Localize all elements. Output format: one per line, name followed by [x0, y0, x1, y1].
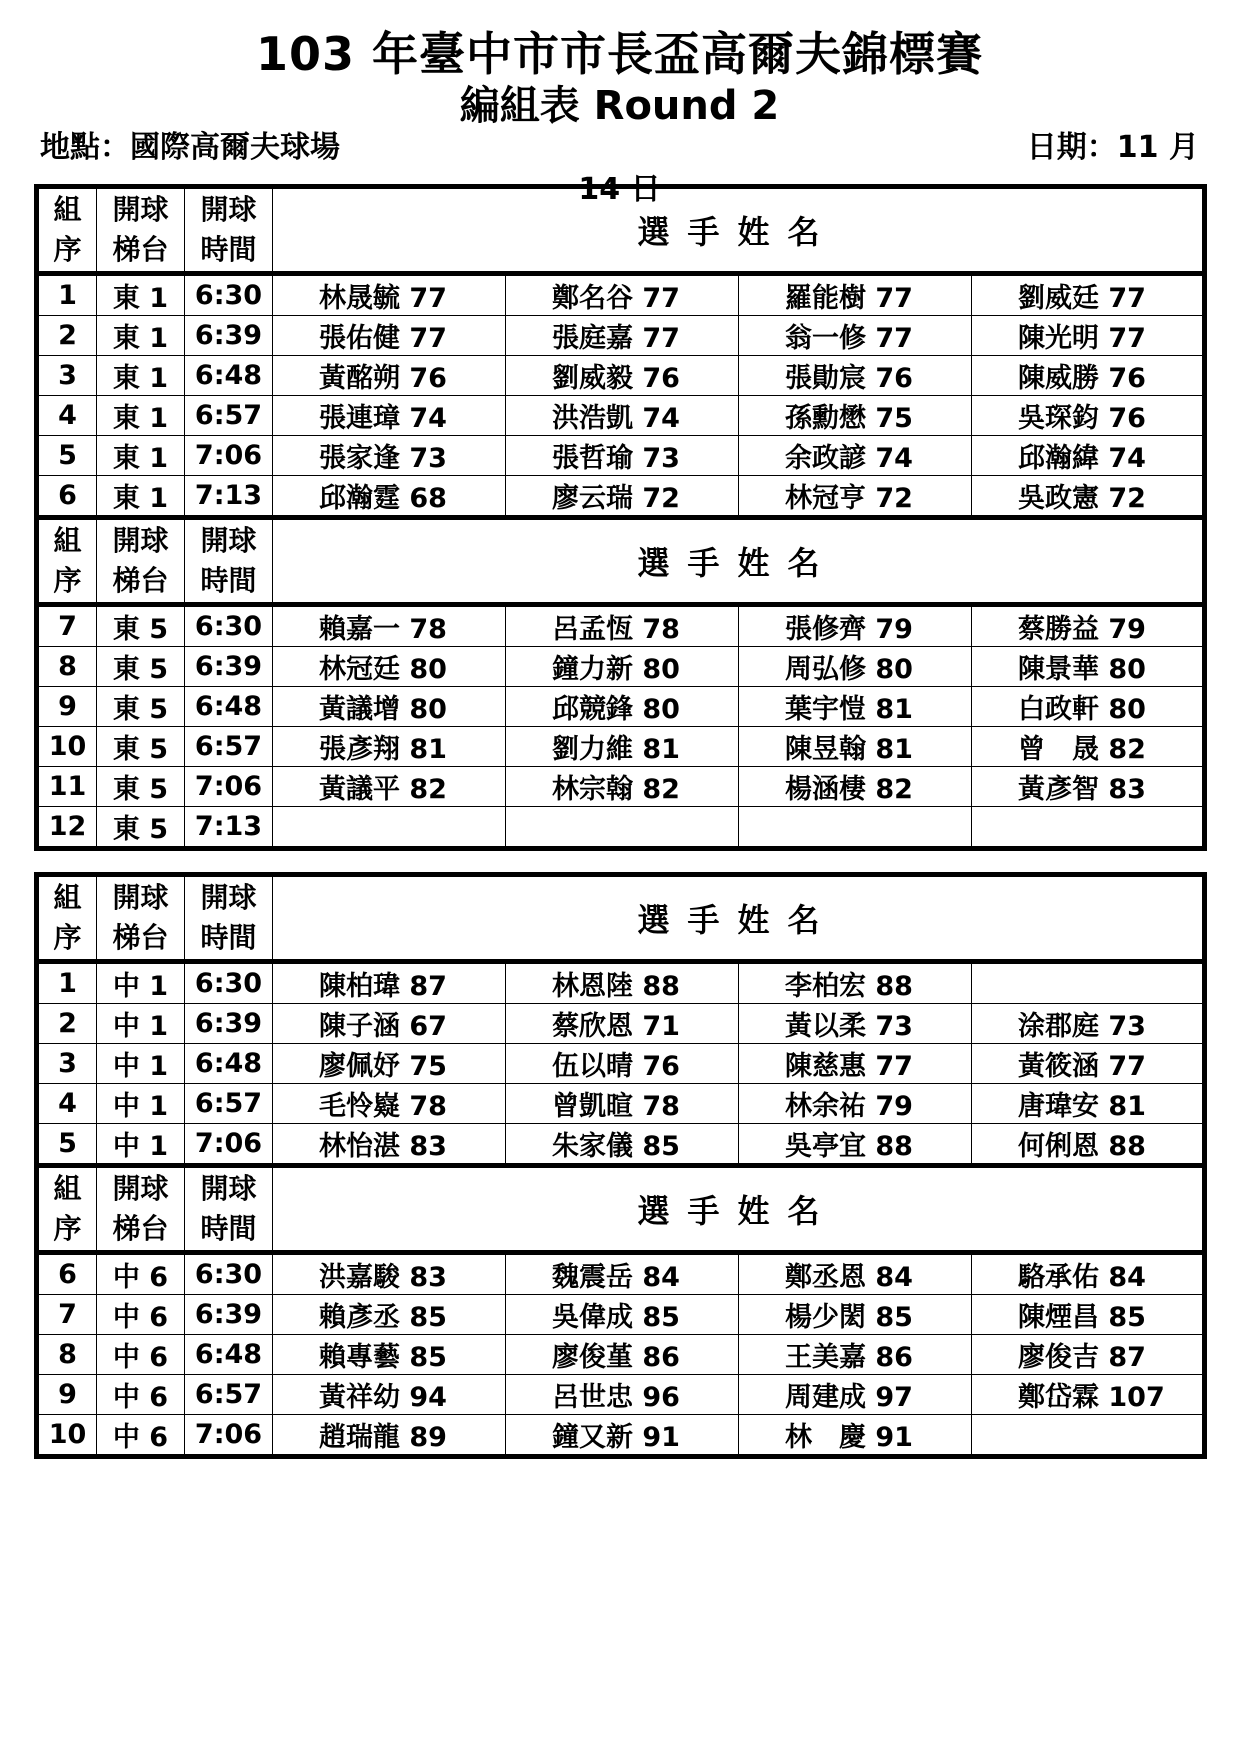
players-header: 選手姓名 — [273, 187, 1205, 274]
date-label: 日期：11 月 — [1026, 130, 1199, 165]
group-row — [37, 356, 1205, 396]
tee-time: 6:39 — [185, 1295, 273, 1335]
player-cell: 周弘修 80 — [739, 647, 972, 687]
group-number: 3 — [37, 356, 97, 396]
player-cell: 吳亭宜 88 — [739, 1124, 972, 1166]
player-cell: 吳琛鈞 76 — [972, 396, 1205, 436]
player-cell: 黃筱涵 77 — [972, 1044, 1205, 1084]
player-cell: 毛怜嶷 78 — [273, 1084, 506, 1124]
tee-number: 中 6 — [97, 1335, 185, 1375]
player-cell: 曾凱暄 78 — [506, 1084, 739, 1124]
tee-number: 東 1 — [97, 316, 185, 356]
player-cell: 林宗翰 82 — [506, 767, 739, 807]
tee-time-header: 開球 時間 — [185, 875, 273, 962]
tee-number: 中 1 — [97, 1084, 185, 1124]
player-cell: 黃彥智 83 — [972, 767, 1205, 807]
tee-number: 中 1 — [97, 1124, 185, 1166]
player-cell: 鄭岱霖 107 — [972, 1375, 1205, 1415]
tee-time: 7:06 — [185, 436, 273, 476]
table-header-row — [37, 1166, 1205, 1253]
player-cell: 張家逢 73 — [273, 436, 506, 476]
player-cell — [972, 1415, 1205, 1457]
tee-number: 東 5 — [97, 807, 185, 849]
tee-number: 東 5 — [97, 727, 185, 767]
tee-time-header: 開球 時間 — [185, 187, 273, 274]
player-cell: 張哲瑜 73 — [506, 436, 739, 476]
player-cell: 白政軒 80 — [972, 687, 1205, 727]
group-row — [37, 1004, 1205, 1044]
pairing-table-center — [34, 872, 1207, 1459]
tee-time: 6:48 — [185, 1335, 273, 1375]
tee-time: 7:06 — [185, 1415, 273, 1457]
group-row — [37, 767, 1205, 807]
tee-number: 東 1 — [97, 436, 185, 476]
player-cell: 林晟毓 77 — [273, 274, 506, 316]
player-cell: 黃議平 82 — [273, 767, 506, 807]
player-cell: 蔡勝益 79 — [972, 605, 1205, 647]
player-cell: 李柏宏 88 — [739, 962, 972, 1004]
document-subtitle: 編組表 Round 2 — [459, 83, 780, 129]
group-number: 4 — [37, 396, 97, 436]
player-cell: 楊少閎 85 — [739, 1295, 972, 1335]
tee-time: 6:48 — [185, 356, 273, 396]
group-number: 6 — [37, 476, 97, 518]
player-cell: 賴彥丞 85 — [273, 1295, 506, 1335]
group-row — [37, 687, 1205, 727]
player-cell: 陳慈惠 77 — [739, 1044, 972, 1084]
player-cell: 何俐恩 88 — [972, 1124, 1205, 1166]
pairing-table-east — [34, 184, 1207, 851]
player-cell: 張佑健 77 — [273, 316, 506, 356]
group-row — [37, 1295, 1205, 1335]
players-header: 選手姓名 — [273, 1166, 1205, 1253]
player-cell: 曾 晟 82 — [972, 727, 1205, 767]
group-row — [37, 396, 1205, 436]
tee-number: 東 1 — [97, 476, 185, 518]
group-row — [37, 1375, 1205, 1415]
player-cell: 朱家儀 85 — [506, 1124, 739, 1166]
tee-number: 東 5 — [97, 605, 185, 647]
player-cell: 駱承佑 84 — [972, 1253, 1205, 1295]
player-cell: 張修齊 79 — [739, 605, 972, 647]
player-cell: 葉宇愷 81 — [739, 687, 972, 727]
tee-time: 6:48 — [185, 1044, 273, 1084]
group-number: 8 — [37, 1335, 97, 1375]
player-cell: 陳子涵 67 — [273, 1004, 506, 1044]
group-row — [37, 1044, 1205, 1084]
tee-number: 東 5 — [97, 687, 185, 727]
group-number-header: 組 序 — [37, 187, 97, 274]
player-cell: 陳光明 77 — [972, 316, 1205, 356]
group-number: 5 — [37, 1124, 97, 1166]
players-header: 選手姓名 — [273, 875, 1205, 962]
group-number: 9 — [37, 1375, 97, 1415]
player-cell: 劉威廷 77 — [972, 274, 1205, 316]
group-number: 7 — [37, 605, 97, 647]
player-cell: 楊涵棲 82 — [739, 767, 972, 807]
tee-time: 6:57 — [185, 1084, 273, 1124]
player-cell — [273, 807, 506, 849]
player-cell: 魏震岳 84 — [506, 1253, 739, 1295]
player-cell: 陳煙昌 85 — [972, 1295, 1205, 1335]
player-cell: 張連璋 74 — [273, 396, 506, 436]
tee-time: 6:39 — [185, 647, 273, 687]
player-cell: 張彥翔 81 — [273, 727, 506, 767]
player-cell: 廖俊吉 87 — [972, 1335, 1205, 1375]
player-cell: 陳景華 80 — [972, 647, 1205, 687]
group-number: 7 — [37, 1295, 97, 1335]
document-title: 103 年臺中市市長盃高爾夫錦標賽 — [255, 27, 984, 81]
player-cell: 陳昱翰 81 — [739, 727, 972, 767]
group-number: 1 — [37, 962, 97, 1004]
player-cell: 劉威毅 76 — [506, 356, 739, 396]
group-number: 9 — [37, 687, 97, 727]
player-cell: 王美嘉 86 — [739, 1335, 972, 1375]
tee-header: 開球 梯台 — [97, 875, 185, 962]
group-number: 3 — [37, 1044, 97, 1084]
group-number: 2 — [37, 1004, 97, 1044]
tee-time: 6:30 — [185, 605, 273, 647]
tee-time: 7:06 — [185, 767, 273, 807]
tee-number: 東 5 — [97, 767, 185, 807]
player-cell: 周建成 97 — [739, 1375, 972, 1415]
group-number-header: 組 序 — [37, 1166, 97, 1253]
tee-header: 開球 梯台 — [97, 518, 185, 605]
player-cell: 廖俊堇 86 — [506, 1335, 739, 1375]
group-row — [37, 1335, 1205, 1375]
player-cell: 蔡欣恩 71 — [506, 1004, 739, 1044]
group-number: 12 — [37, 807, 97, 849]
player-cell: 林冠亨 72 — [739, 476, 972, 518]
tee-number: 中 1 — [97, 1044, 185, 1084]
tee-number: 東 1 — [97, 396, 185, 436]
group-number: 6 — [37, 1253, 97, 1295]
group-number: 2 — [37, 316, 97, 356]
group-row — [37, 316, 1205, 356]
player-cell: 呂孟恆 78 — [506, 605, 739, 647]
player-cell: 趙瑞龍 89 — [273, 1415, 506, 1457]
player-cell: 黃議增 80 — [273, 687, 506, 727]
tee-time: 6:30 — [185, 274, 273, 316]
player-cell: 林恩陸 88 — [506, 962, 739, 1004]
player-cell: 唐瑋安 81 — [972, 1084, 1205, 1124]
player-cell: 呂世忠 96 — [506, 1375, 739, 1415]
table-header-row — [37, 187, 1205, 274]
tee-time: 7:13 — [185, 807, 273, 849]
tee-number: 東 1 — [97, 356, 185, 396]
group-row — [37, 962, 1205, 1004]
player-cell — [506, 807, 739, 849]
tee-time: 6:39 — [185, 316, 273, 356]
tee-time: 6:57 — [185, 396, 273, 436]
group-number: 10 — [37, 1415, 97, 1457]
player-cell: 黃祥幼 94 — [273, 1375, 506, 1415]
group-number-header: 組 序 — [37, 875, 97, 962]
table-header-row — [37, 875, 1205, 962]
player-cell: 賴嘉一 78 — [273, 605, 506, 647]
player-cell: 伍以晴 76 — [506, 1044, 739, 1084]
player-cell: 邱競鋒 80 — [506, 687, 739, 727]
tee-number: 中 6 — [97, 1295, 185, 1335]
player-cell: 賴專藝 85 — [273, 1335, 506, 1375]
player-cell: 鐘力新 80 — [506, 647, 739, 687]
tee-time-header: 開球 時間 — [185, 1166, 273, 1253]
group-row — [37, 727, 1205, 767]
player-cell: 林 慶 91 — [739, 1415, 972, 1457]
group-row — [37, 647, 1205, 687]
player-cell: 鄭名谷 77 — [506, 274, 739, 316]
player-cell: 余政諺 74 — [739, 436, 972, 476]
tee-time-header: 開球 時間 — [185, 518, 273, 605]
players-header: 選手姓名 — [273, 518, 1205, 605]
tee-number: 東 5 — [97, 647, 185, 687]
group-row — [37, 1124, 1205, 1166]
group-number: 11 — [37, 767, 97, 807]
player-cell: 孫勳懋 75 — [739, 396, 972, 436]
player-cell: 陳威勝 76 — [972, 356, 1205, 396]
group-row — [37, 1084, 1205, 1124]
player-cell: 洪浩凱 74 — [506, 396, 739, 436]
player-cell — [972, 807, 1205, 849]
group-row — [37, 807, 1205, 849]
group-number: 8 — [37, 647, 97, 687]
player-cell: 黃酩朔 76 — [273, 356, 506, 396]
player-cell: 鐘又新 91 — [506, 1415, 739, 1457]
group-number: 10 — [37, 727, 97, 767]
player-cell: 邱瀚霆 68 — [273, 476, 506, 518]
group-row — [37, 1253, 1205, 1295]
tee-number: 中 1 — [97, 1004, 185, 1044]
tee-number: 東 1 — [97, 274, 185, 316]
group-number-header: 組 序 — [37, 518, 97, 605]
group-row — [37, 274, 1205, 316]
player-cell: 羅能樹 77 — [739, 274, 972, 316]
tee-number: 中 1 — [97, 962, 185, 1004]
group-number: 4 — [37, 1084, 97, 1124]
player-cell: 廖佩妤 75 — [273, 1044, 506, 1084]
group-row — [37, 476, 1205, 518]
player-cell: 廖云瑞 72 — [506, 476, 739, 518]
player-cell: 涂郡庭 73 — [972, 1004, 1205, 1044]
tee-number: 中 6 — [97, 1375, 185, 1415]
tee-header: 開球 梯台 — [97, 1166, 185, 1253]
tee-number: 中 6 — [97, 1415, 185, 1457]
player-cell: 張庭嘉 77 — [506, 316, 739, 356]
player-cell: 吳偉成 85 — [506, 1295, 739, 1335]
tee-time: 6:30 — [185, 1253, 273, 1295]
location-label: 地點：國際高爾夫球場 — [40, 130, 340, 165]
group-row — [37, 436, 1205, 476]
player-cell: 林余祐 79 — [739, 1084, 972, 1124]
player-cell: 邱瀚緯 74 — [972, 436, 1205, 476]
player-cell: 林冠廷 80 — [273, 647, 506, 687]
player-cell: 鄭丞恩 84 — [739, 1253, 972, 1295]
player-cell: 洪嘉駿 83 — [273, 1253, 506, 1295]
tee-header: 開球 梯台 — [97, 187, 185, 274]
table-header-row — [37, 518, 1205, 605]
group-number: 1 — [37, 274, 97, 316]
player-cell: 吳政憲 72 — [972, 476, 1205, 518]
tee-time: 7:13 — [185, 476, 273, 518]
tee-time: 6:57 — [185, 727, 273, 767]
tee-number: 中 6 — [97, 1253, 185, 1295]
player-cell: 黃以柔 73 — [739, 1004, 972, 1044]
player-cell: 翁一修 77 — [739, 316, 972, 356]
tee-time: 6:30 — [185, 962, 273, 1004]
player-cell: 林怡湛 83 — [273, 1124, 506, 1166]
player-cell: 陳柏瑋 87 — [273, 962, 506, 1004]
group-row — [37, 605, 1205, 647]
player-cell — [739, 807, 972, 849]
group-number: 5 — [37, 436, 97, 476]
player-cell: 劉力維 81 — [506, 727, 739, 767]
date-day-label: 14 日 — [578, 172, 661, 207]
tee-time: 6:39 — [185, 1004, 273, 1044]
tee-time: 6:57 — [185, 1375, 273, 1415]
tee-time: 6:48 — [185, 687, 273, 727]
player-cell — [972, 962, 1205, 1004]
player-cell: 張勛宸 76 — [739, 356, 972, 396]
tee-time: 7:06 — [185, 1124, 273, 1166]
group-row — [37, 1415, 1205, 1457]
